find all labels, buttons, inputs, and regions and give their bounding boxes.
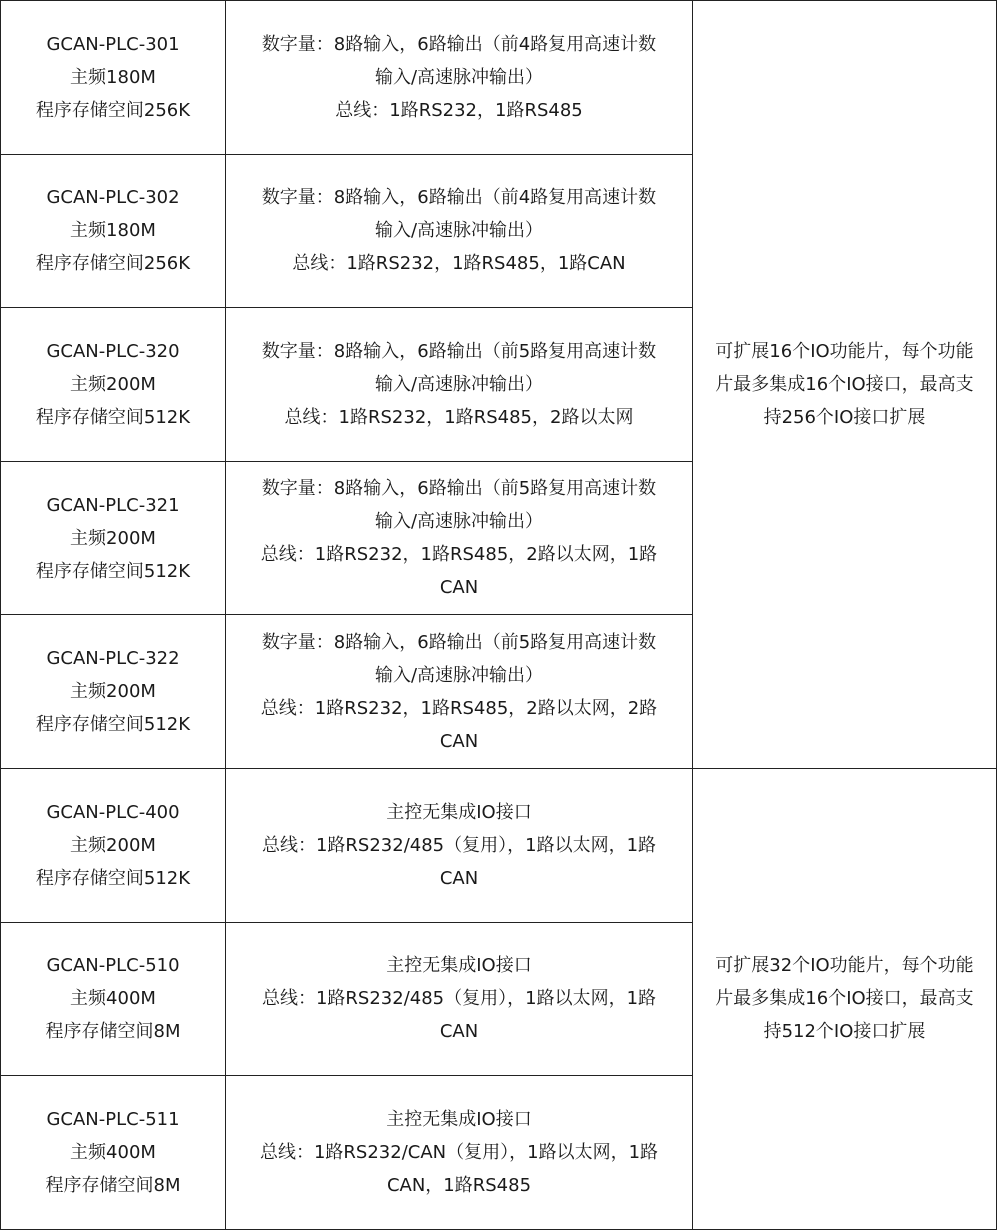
description-line: 输入/高速脉冲输出） — [374, 664, 544, 686]
description-line: 数字量：8路输入，6路输出（前5路复用高速计数 — [261, 631, 657, 653]
description-cell — [226, 768, 693, 922]
expansion-line: 可扩展32个IO功能片，每个功能 — [715, 955, 974, 977]
description-line: 总线：1路RS232，1路RS485，2路以太网 — [284, 406, 634, 428]
description-line: CAN — [439, 867, 479, 889]
model-cell — [1, 154, 226, 308]
model-name: GCAN-PLC-321 — [46, 494, 180, 516]
model-cell — [1, 461, 226, 615]
description-line: 输入/高速脉冲输出） — [374, 373, 544, 395]
program-storage: 程序存储空间8M — [45, 1021, 181, 1043]
description-line: 主控无集成IO接口 — [386, 955, 532, 977]
description-cell — [226, 922, 693, 1076]
description-line: CAN — [439, 1021, 479, 1043]
description-line: 输入/高速脉冲输出） — [374, 220, 544, 242]
model-cell — [1, 1076, 226, 1230]
description-line: 总线：1路RS232，1路RS485，1路CAN — [292, 253, 626, 275]
expansion-line: 可扩展16个IO功能片，每个功能 — [715, 340, 974, 362]
description-cell — [226, 615, 693, 769]
description-line: 总线：1路RS232，1路RS485 — [335, 99, 583, 121]
expansion-line: 片最多集成16个IO接口，最高支 — [715, 988, 974, 1010]
description-line: 数字量：8路输入，6路输出（前5路复用高速计数 — [261, 340, 657, 362]
program-storage: 程序存储空间256K — [35, 99, 191, 121]
program-storage: 程序存储空间256K — [35, 253, 191, 275]
model-name: GCAN-PLC-510 — [46, 955, 180, 977]
description-line: CAN，1路RS485 — [386, 1174, 532, 1196]
clock-frequency: 主频200M — [70, 834, 156, 856]
clock-frequency: 主频200M — [70, 527, 156, 549]
clock-frequency: 主频180M — [70, 66, 156, 88]
description-line: CAN — [439, 730, 479, 752]
clock-frequency: 主频400M — [70, 988, 156, 1010]
expansion-line: 持512个IO接口扩展 — [763, 1021, 926, 1043]
description-line: 主控无集成IO接口 — [386, 1108, 532, 1130]
description-line: 数字量：8路输入，6路输出（前5路复用高速计数 — [261, 478, 657, 500]
description-cell — [226, 308, 693, 462]
program-storage: 程序存储空间512K — [35, 867, 191, 889]
model-cell — [1, 922, 226, 1076]
model-cell — [1, 768, 226, 922]
description-line: 总线：1路RS232，1路RS485，2路以太网，2路 — [260, 697, 658, 719]
description-line: 总线：1路RS232/CAN（复用），1路以太网，1路 — [259, 1141, 659, 1163]
description-line: 总线：1路RS232/485（复用），1路以太网，1路 — [261, 988, 657, 1010]
description-cell — [226, 1076, 693, 1230]
table-row — [1, 768, 997, 922]
expansion-cell — [693, 768, 997, 1229]
description-line: 输入/高速脉冲输出） — [374, 66, 544, 88]
model-name: GCAN-PLC-322 — [46, 648, 180, 670]
description-cell — [226, 461, 693, 615]
table-row — [1, 1, 997, 155]
clock-frequency: 主频200M — [70, 681, 156, 703]
clock-frequency: 主频200M — [70, 373, 156, 395]
model-name: GCAN-PLC-511 — [46, 1108, 180, 1130]
model-cell — [1, 1, 226, 155]
description-cell — [226, 154, 693, 308]
program-storage: 程序存储空间512K — [35, 406, 191, 428]
description-line: 总线：1路RS232/485（复用），1路以太网，1路 — [261, 834, 657, 856]
model-name: GCAN-PLC-320 — [46, 340, 180, 362]
description-cell — [226, 1, 693, 155]
description-line: CAN — [439, 577, 479, 599]
program-storage: 程序存储空间512K — [35, 560, 191, 582]
clock-frequency: 主频180M — [70, 220, 156, 242]
expansion-line: 持256个IO接口扩展 — [763, 406, 926, 428]
description-line: 数字量：8路输入，6路输出（前4路复用高速计数 — [261, 33, 657, 55]
expansion-line: 片最多集成16个IO接口，最高支 — [715, 373, 974, 395]
description-line: 输入/高速脉冲输出） — [374, 511, 544, 533]
description-line: 主控无集成IO接口 — [386, 801, 532, 823]
model-name: GCAN-PLC-301 — [46, 33, 180, 55]
model-name: GCAN-PLC-302 — [46, 187, 180, 209]
description-line: 数字量：8路输入，6路输出（前4路复用高速计数 — [261, 187, 657, 209]
model-cell — [1, 308, 226, 462]
program-storage: 程序存储空间512K — [35, 714, 191, 736]
description-line: 总线：1路RS232，1路RS485，2路以太网，1路 — [260, 544, 658, 566]
expansion-cell — [693, 1, 997, 769]
model-cell — [1, 615, 226, 769]
program-storage: 程序存储空间8M — [45, 1174, 181, 1196]
model-name: GCAN-PLC-400 — [46, 801, 180, 823]
clock-frequency: 主频400M — [70, 1141, 156, 1163]
